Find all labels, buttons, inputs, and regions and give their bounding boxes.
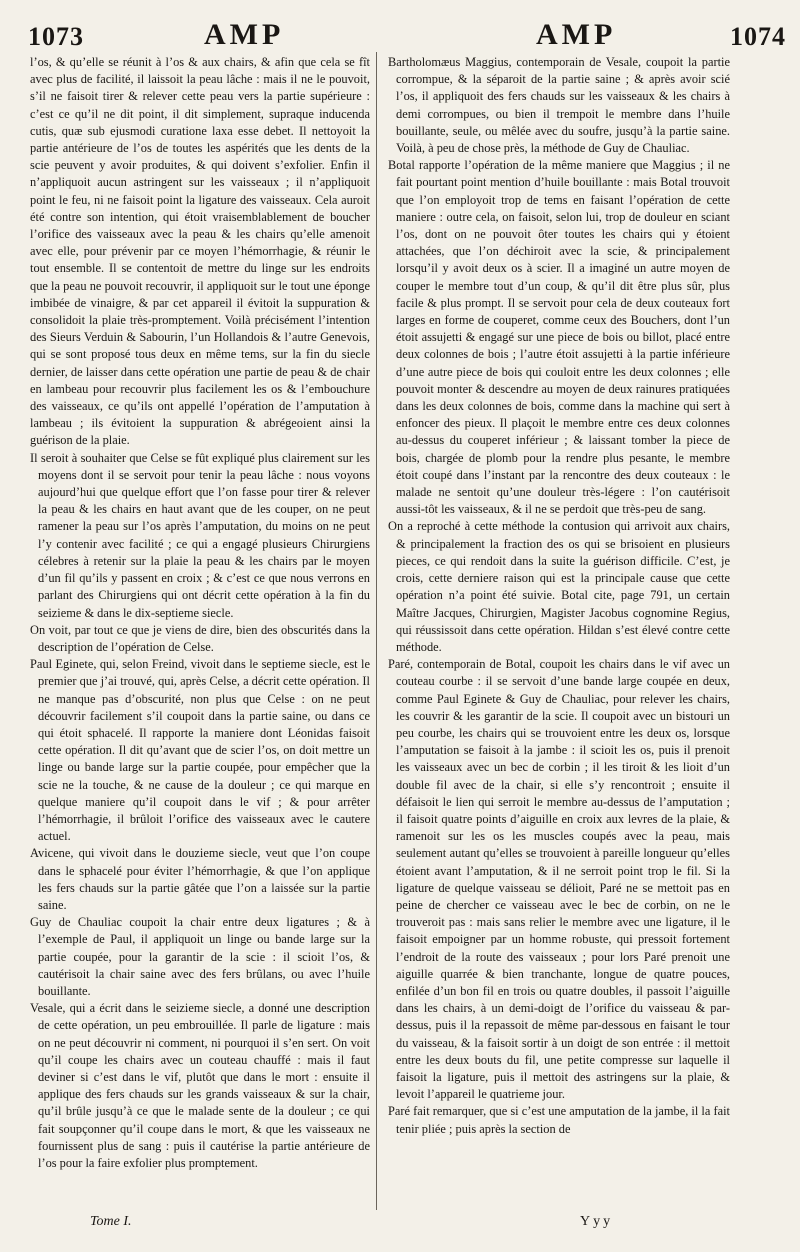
column-divider [376, 52, 377, 1210]
left-page-number: 1073 [28, 22, 84, 51]
paragraph: Vesale, qui a écrit dans le seizieme siecle, a donné une description de cette opération, un peu embrouillée. Il parle de ligature : mais on ne peut découvrir ni comment, ni pourquoi il s’en sert. On voit qu’il coupe les chairs avec un couteau chauffé : mais il faut deviner si c’est dans le vif, plutôt que dans le mort : ensuite il applique des fers chauds sur les grands vaisseaux & sur la chair, qu’il brûle jusqu’à ce que le malade sente de la douleur ; ce qui fait soupçonner qu’il coupe dans le mort, & que les vaisseaux ne fournissent plus de sang : puis il cautérise la partie antérieure de l’os pour la faire exfolier plus promptement. [30, 1001, 370, 1170]
paragraph: Il seroit à souhaiter que Celse se fût expliqué plus clairement sur les moyens dont il se servoit pour tenir la peau lâche : nous voyons aujourd’hui que quelque effort que l’on fasse pour tirer & relever la peau & les chairs en haut avant que de les couper, on ne peut ramener la peau sur l’os après l’amputation, du moins on ne peut l’y contenir avec facilité ; ce qui a engagé plusieurs Chirurgiens célebres à retenir sur la plaie la peau & les chairs par le moyen d’un fil qu’ils y passent en croix ; & c’est ce que nous verrons en parlant des Chirurgiens qui ont décrit cette opération à la fin du seizieme & dans le dix-septieme siecle. [30, 450, 370, 620]
paragraph: Paul Eginete, qui, selon Freind, vivoit dans le septieme siecle, est le premier que j’ai trouvé, qui, après Celse, a décrit cette opération. Il ne manque pas d’obscurité, non plus que Celse : on ne peut découvrir facilement s’il coupoit dans la partie saine, ou dans ce qui étoit sphacelé. Il rapporte la maniere dont Léonidas faisoit cette opération. Il dit qu’avant que de scier l’os, on doit mettre un linge ou bande large sur la partie coupée, pour empêcher que la scie ne la touche, & ne cause de la douleur ; ce qui marque en quelque maniere qu’il coupoit dans le vif ; & pour arrêter l’hémorrhagie, il brûloit l’orifice des vaisseaux avec le cautere actuel. [30, 657, 371, 844]
paragraph: Avicene, qui vivoit dans le douzieme siecle, veut que l’on coupe dans le sphacelé pour éviter l’hémorrhagie, & que l’on applique les fers chauds sur la partie gâtée que l’on a laissée sur la partie saine. [30, 846, 370, 912]
paragraph: l’os, & qu’elle se réunit à l’os & aux chairs, & afin que cela se fît avec plus de facilité, il laissoit la peau lâche : mais il ne le pouvoit, s’il ne faisoit tirer & relever cette peau vers la partie supérieure : c’est ce qu’il ne dit point, il dit simplement, supraque inducenda cutis, quæ sub ejusmodi curatione laxa esse debet. Il nettoyoit la partie antérieure de l’os de toutes les aspérités que les dents de la scie peuvent y avoir produites, & qui doivent s’exfolier. Enfin il n’appliquoit aucun astringent sur les vaisseaux ; il n’appliquoit point le feu, ni ne faisoit point la ligature des vaisseaux. Cela auroit été contre son intention, qui étoit vraisemblablement de boucher l’orifice des vaisseaux avec la peau & les chairs qu’elle amenoit avec elle, pour prévenir par ce moyen l’hémorrhagie, & réunir le tout ensemble. Il se contentoit de mettre du linge sur les endroits que la peau ne pouvoit recouvrir, il appliquoit sur le tout une éponge imbibée de vinaigre, & par cet appareil il évitoit la suppuration & consolidoit la plaie très-promptement. Voilà précisément l’intention des Sieurs Verduin & Sabourin, l’un Hollandois & l’autre Genevois, qui se sont proposé tous deux en même tems, sur la fin du siecle dernier, de laisser dans cette opération une partie de peau & de chair en lambeau pour recouvrir plus facilement les os & l’embouchure des vaisseaux, ce qu’ils ont appellé l’opération de l’amputation à lambeau ; ils évitoient la suppuration & abrégeoient ainsi la guérison de la plaie. [30, 55, 370, 448]
paragraph: Bartholomæus Maggius, contemporain de Vesale, coupoit la partie corrompue, & la séparoit de la partie saine ; & après avoir scié l’os, il appliquoit des fers chauds sur les vaisseaux & les chairs à demi corrompues, ou bien il trempoit le membre dans l’huile bouillante, seule, ou mêlée avec du soufre, jusqu’à la partie saine. Voilà, à peu de chose près, la méthode de Guy de Chauliac. [388, 55, 730, 156]
right-column [388, 54, 730, 1138]
left-column [30, 54, 370, 1172]
gathering-signature: Yyy [580, 1214, 614, 1229]
left-running-head: AMP [204, 18, 285, 51]
right-page-number: 1074 [730, 22, 786, 51]
page-header [24, 14, 786, 54]
paragraph: Paré fait remarquer, que si c’est une amputation de la jambe, il la fait tenir pliée ; puis après la section de [388, 1104, 730, 1136]
paragraph: Guy de Chauliac coupoit la chair entre deux ligatures ; & à l’exemple de Paul, il appliquoit un linge ou bande large sur la partie coupée, pour la garantir de la scie : il scioit l’os, & cautérisoit la chair saine avec des fers brûlans, ou avec l’huile bouillante. [30, 915, 370, 998]
volume-signature: Tome I. [90, 1214, 132, 1229]
paragraph: Botal rapporte l’opération de la même maniere que Maggius ; il ne fait pourtant point mention d’huile bouillante : mais Botal trouvoit que l’on employoit trop de tems en faisant l’opération de cette maniere : outre cela, on faisoit, selon lui, trop de douleur en sciant l’os, dont on ne pouvoit ôter toutes les chairs qui y étoient attachées, que l’on déchiroit avec la scie, & principalement lorsqu’il y avoit deux os à scier. Il a imaginé un autre moyen de couper le membre tout d’un coup, & qu’il dit être plus sûr, plus facile & plus prompt. Il se servoit pour cela de deux couteaux fort larges en forme de couperet, comme ceux des Bouchers, dont l’un étoit assujetti & engagé sur une piece de bois ou billot, placé entre deux colonnes de bois ; l’autre étoit assujetti à la partie inférieure d’une autre piece de bois qui couloit entre les deux colonnes ; elle pouvoit monter & descendre au moyen de deux rainures pratiquées dans les deux colonnes de bois, comme dans la machine qui sert à enfoncer des pieux. Il plaçoit le membre entre ces deux colonnes au-dessus du couperet inférieur ; & laissant tomber la piece de bois, chargée de plomb pour la rendre plus pesante, le membre étoit coupé dans l’instant par la rencontre des deux couteaux : le malade ne sentoit qu’une douleur très-légere : l’on cautérisoit aussi-tôt les vaisseaux, & il ne se perdoit que très-peu de sang. [388, 158, 730, 517]
paragraph: Paré, contemporain de Botal, coupoit les chairs dans le vif avec un couteau courbe : il se servoit d’une bande large coupée en deux, comme Paul Eginete & Guy de Chauliac, pour relever les chairs, les couvrir & les garantir de la scie. Il coupoit avec un bistouri un peu courbe, les chairs qui se trouvoient entre les deux os, lorsque l’amputation se faisoit à la jambe : il scioit les os, puis il prenoit les vaisseaux avec un bec de corbin ; il les tiroit & les lioit d’un double fil avec de la chair, si elle s’y rencontroit ; ensuite il défaisoit le lien qui serroit le membre au-dessus de l’amputation ; il faisoit quatre points d’aiguille en croix aux levres de la plaie, & ramenoit sur les os les muscles coupés avec la peau, mais seulement autant qu’elles se trouvoient à pareille longueur qu’elles étoient avant l’amputation, & il ne serroit point trop le fil. Si la ligature de quelque vaisseau se délioit, Paré ne se mettoit pas en peine de chercher ce vaisseau avec le bec de corbin, on ne le trouveroit pas : mais sans relier le membre avec une ligature, il le faisoit empoigner par un homme robuste, qui pressoit fortement l’endroit de la route des vaisseaux ; pour lors Paré prenoit une aiguille quarrée & bien tranchante, longue de quatre pouces, enfilée d’un bon fil en trois ou quatre doubles, il passoit l’aiguille dans les chairs, à un demi-doigt de l’orifice du vaisseau & par-dessus, puis il la repassoit de même par-dessous en faisant le tour du vaisseau, & la faisoit sortir à un doigt de son entrée : il mettoit entre les deux bouts du fil, une petite compresse sur laquelle il faisoit la ligature, puis il mettoit des astringens sur la plaie, & levoit l’appareil le quatrieme jour. [388, 657, 730, 1102]
right-running-head: AMP [536, 18, 617, 51]
paragraph: On voit, par tout ce que je viens de dire, bien des obscurités dans la description de l’opération de Celse. [30, 622, 370, 654]
paragraph: On a reproché à cette méthode la contusion qui arrivoit aux chairs, & principalement la fraction des os qui se brisoient en plusieurs pieces, ce qui rendoit dans la suite la guérison difficile. C’est, je crois, cette derniere raison qui est la principale cause que cette opération n’a point été suivie. Botal cite, page 791, un certain Maître Jacques, Chirurgien, Magister Jacobus cognomine Regius, qui réussissoit dans cette opération. Hildan s’est élevé contre cette méthode. [388, 519, 730, 654]
